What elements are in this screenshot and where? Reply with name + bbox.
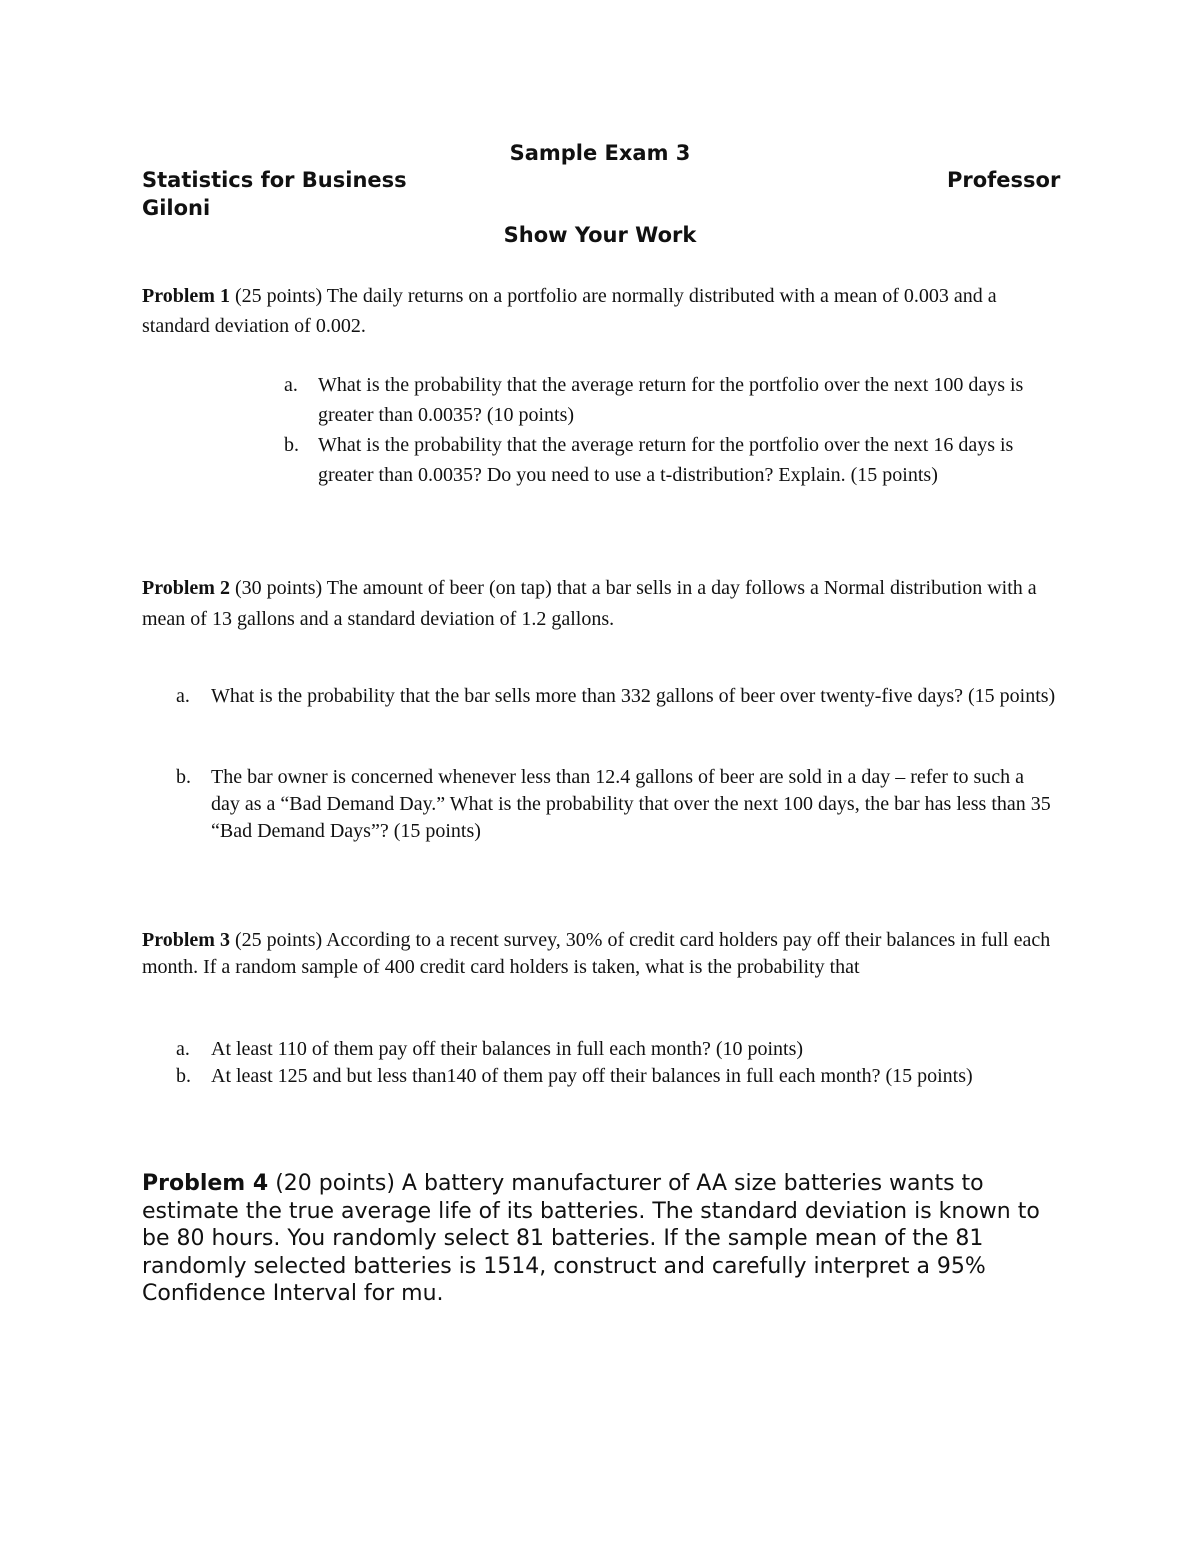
part-text: At least 110 of them pay off their balances in full each month? (10 points): [211, 1038, 804, 1060]
part-marker: b.: [176, 1065, 191, 1087]
problem-4-points: (20 points): [275, 1171, 395, 1196]
part-text: At least 125 and but less than140 of them pay off their balances in full each month? (15 points): [211, 1065, 973, 1087]
professor-label: Professor: [947, 168, 1061, 192]
part-marker: b.: [176, 766, 191, 788]
instruction-heading: Show Your Work: [503, 223, 697, 247]
part-marker: b.: [284, 434, 299, 456]
problem-3-points: (25 points): [234, 929, 323, 951]
professor-name: Giloni: [142, 196, 211, 220]
part-text: What is the probability that the average return for the portfolio over the next 16 days is greater than 0.0035? Do you need to use a t-distribution? Explain. (15 points): [318, 434, 1014, 486]
part-text: The bar owner is concerned whenever less than 12.4 gallons of beer are sold in a day – refer to such a day as a “Bad Demand Day.” What is the probability that over the next 100 days, the bar has less than 35 “Bad Demand Days”? (15 points): [211, 766, 1051, 842]
problem-4-text: A battery manufacturer of AA size batteries wants to estimate the true average life of its batteries. The standard deviation is known to be 80 hours. You randomly select 81 batteries. If the sample mean of the 81 randomly selected batteries is 1514, construct and carefully interpret a 95% Confidence Interval for mu.: [142, 1171, 1040, 1306]
problem-4-statement: [142, 1170, 1062, 1308]
part-text: What is the probability that the average return for the portfolio over the next 100 days is greater than 0.0035? (10 points): [318, 374, 1024, 426]
exam-title: Sample Exam 3: [509, 141, 691, 165]
part-text: What is the probability that the bar sells more than 332 gallons of beer over twenty-five days? (15 points): [211, 685, 1056, 707]
problem-2-label: Problem 2: [142, 577, 230, 599]
problem-1-text: The daily returns on a portfolio are normally distributed with a mean of 0.003 and a standard deviation of 0.002.: [142, 285, 997, 337]
problem-2-statement: [142, 573, 1062, 635]
problem-4-label: Problem 4: [142, 1171, 269, 1196]
course-name: Statistics for Business: [142, 168, 407, 192]
problem-1-points: (25 points): [234, 285, 323, 307]
problem-1-label: Problem 1: [142, 285, 230, 307]
problem-2-points: (30 points): [234, 577, 323, 599]
problem-2-text: The amount of beer (on tap) that a bar sells in a day follows a Normal distribution with a mean of 13 gallons and a standard deviation of 1.2 gallons.: [142, 577, 1037, 630]
problem-3-statement: [142, 927, 1062, 981]
part-marker: a.: [284, 374, 298, 396]
part-marker: a.: [176, 1038, 190, 1060]
part-marker: a.: [176, 685, 190, 707]
problem-3-label: Problem 3: [142, 929, 230, 951]
problem-3-text: According to a recent survey, 30% of credit card holders pay off their balances in full each month. If a random sample of 400 credit card holders is taken, what is the probability that: [142, 929, 1051, 978]
problem-1-statement: [142, 281, 1062, 341]
